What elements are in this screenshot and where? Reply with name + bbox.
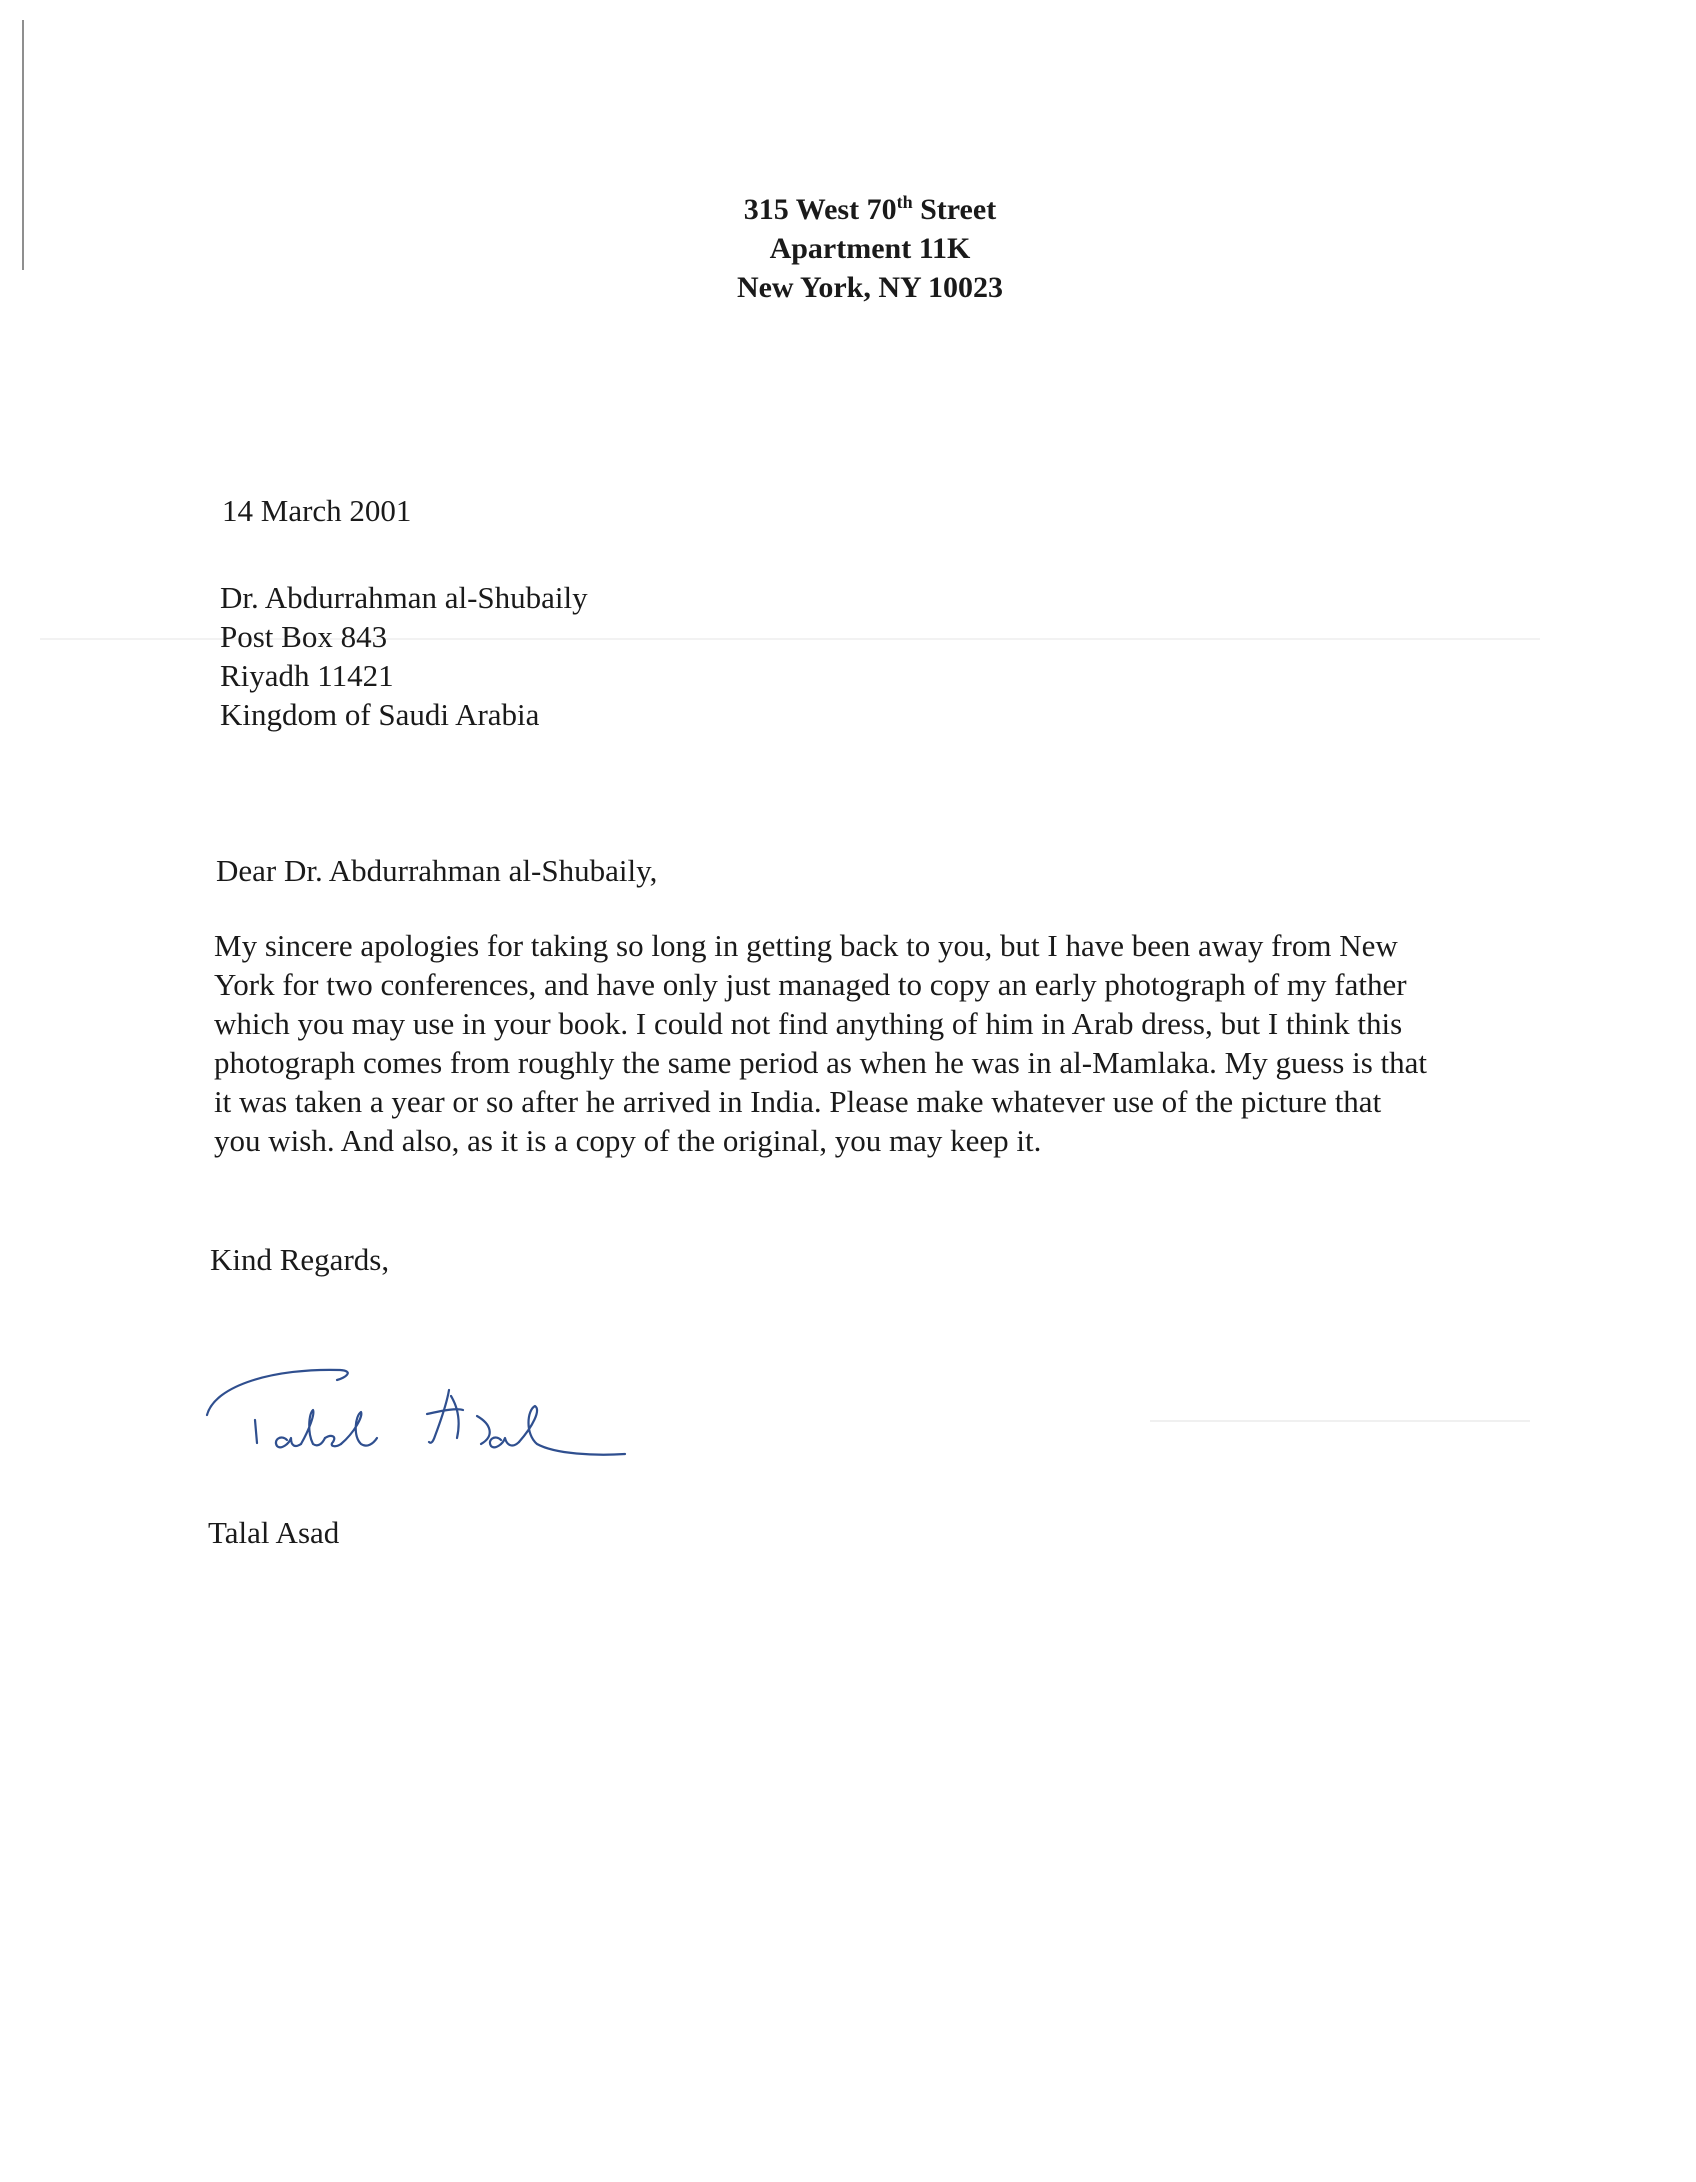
body-line: you wish. And also, as it is a copy of the original, you may keep it. <box>214 1123 1042 1158</box>
scan-smudge <box>1150 1420 1530 1422</box>
sender-apartment: Apartment 11K <box>769 232 971 265</box>
recipient-address <box>220 578 588 734</box>
body-line: photograph comes from roughly the same period as when he was in al-Mamlaka. My guess is that <box>214 1045 1428 1080</box>
closing: Kind Regards, <box>210 1242 390 1277</box>
handwritten-signature-icon <box>195 1340 675 1480</box>
sender-city: New York, NY 10023 <box>736 271 1004 304</box>
letter-date: 14 March 2001 <box>222 493 412 528</box>
recipient-name: Dr. Abdurrahman al-Shubaily <box>220 580 588 615</box>
sender-street: 315 West 70th Street <box>743 192 997 226</box>
recipient-country: Kingdom of Saudi Arabia <box>220 697 540 732</box>
signatory-name: Talal Asad <box>208 1515 340 1550</box>
recipient-city: Riyadh 11421 <box>220 658 394 693</box>
recipient-po-box: Post Box 843 <box>220 619 388 654</box>
body-line: My sincere apologies for taking so long in getting back to you, but I have been away from New <box>214 928 1398 963</box>
salutation: Dear Dr. Abdurrahman al-Shubaily, <box>216 853 658 888</box>
body-line: York for two conferences, and have only just managed to copy an early photograph of my father <box>214 967 1407 1002</box>
body-line: which you may use in your book. I could not find anything of him in Arab dress, but I think this <box>214 1006 1403 1041</box>
body-line: it was taken a year or so after he arrived in India. Please make whatever use of the picture that <box>214 1084 1382 1119</box>
sender-address <box>600 190 1140 307</box>
letter-body <box>214 926 1544 1160</box>
scan-edge-line <box>22 20 24 270</box>
